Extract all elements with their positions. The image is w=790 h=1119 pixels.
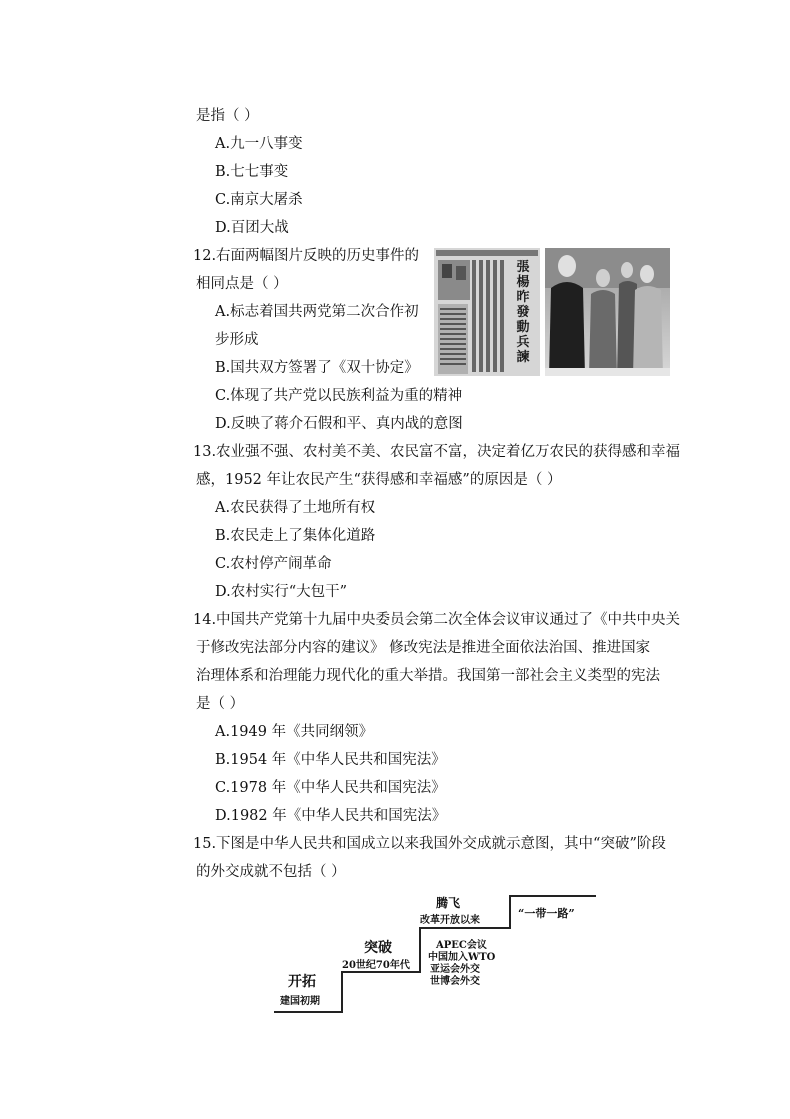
stage2-subtitle: 20世纪70年代 [342, 960, 410, 971]
headline-char: 昨 [516, 290, 530, 305]
q14-stem-line2: 于修改宪法部分内容的建议》 修改宪法是推进全面依法治国、推进国家 [196, 640, 651, 656]
stage1-title: 开拓 [288, 974, 316, 990]
q12-option-a: A.标志着国共两党第二次合作初 [215, 304, 419, 320]
belt-and-road-label: “一带一路” [518, 907, 575, 920]
q13-option-b: B.农民走上了集体化道路 [215, 528, 376, 544]
q11-option-b: B.七七事变 [215, 164, 289, 180]
stage1-subtitle: 建国初期 [280, 996, 320, 1007]
group-photo-image [545, 248, 670, 376]
q12-option-a-cont: 步形成 [215, 332, 259, 348]
achievement-item: 亚运会外交 [430, 964, 480, 975]
q11-option-d: D.百团大战 [215, 220, 289, 236]
q14-option-d: D.1982 年《中华人民共和国宪法》 [215, 808, 447, 824]
headline-char: 動 [516, 320, 530, 335]
achievement-item: APEC会议 [436, 940, 487, 951]
q13-option-d: D.农村实行“大包干” [215, 584, 348, 600]
headline-char: 張 [516, 260, 530, 275]
q13-option-a: A.农民获得了土地所有权 [215, 500, 376, 516]
achievement-item: 世博会外交 [430, 976, 480, 987]
q14-option-b: B.1954 年《中华人民共和国宪法》 [215, 752, 446, 768]
q12-option-d: D.反映了蒋介石假和平、真内战的意图 [215, 416, 463, 432]
q14-stem-line1: 14.中国共产党第十九届中央委员会第二次全体会议审议通过了《中共中央关 [193, 612, 681, 628]
q11-stem-tail: 是指（ ） [196, 108, 259, 124]
achievement-item: 中国加入WTO [428, 952, 496, 963]
q12-stem-line2: 相同点是（ ） [196, 276, 288, 292]
newspaper-headline [508, 260, 538, 365]
q14-stem-line4: 是（ ） [196, 696, 245, 712]
headline-char: 發 [516, 305, 530, 320]
headline-char: 諫 [516, 350, 530, 365]
q15-stem-line1: 15.下图是中华人民共和国成立以来我国外交成就示意图，其中“突破”阶段 [193, 836, 666, 852]
q14-option-c: C.1978 年《中华人民共和国宪法》 [215, 780, 446, 796]
q15-stem-line2: 的外交成就不包括（ ） [196, 864, 346, 880]
stage3-subtitle: 改革开放以来 [420, 915, 480, 926]
headline-char: 兵 [516, 335, 530, 350]
newspaper-photo [434, 248, 540, 376]
q12-option-b: B.国共双方签署了《双十协定》 [215, 360, 419, 376]
q11-option-c: C.南京大屠杀 [215, 192, 303, 208]
stage3-title: 腾飞 [436, 896, 461, 910]
q13-stem-line1: 13.农业强不强、农村美不美、农民富不富，决定着亿万农民的获得感和幸福 [193, 444, 681, 460]
q13-option-c: C.农村停产闹革命 [215, 556, 332, 572]
diplomacy-staircase-diagram [270, 888, 600, 1018]
q13-stem-line2: 感，1952 年让农民产生“获得感和幸福感”的原因是（ ） [196, 472, 562, 488]
q12-stem-line1: 12.右面两幅图片反映的历史事件的 [193, 248, 420, 264]
stage2-title: 突破 [364, 940, 392, 956]
q14-stem-line3: 治理体系和治理能力现代化的重大举措。我国第一部社会主义类型的宪法 [196, 668, 660, 684]
leaders-group-photo [545, 248, 670, 376]
headline-char: 楊 [516, 275, 530, 290]
q14-option-a: A.1949 年《共同纲领》 [215, 724, 374, 740]
q11-option-a: A.九一八事变 [215, 136, 303, 152]
q12-option-c: C.体现了共产党以民族利益为重的精神 [215, 388, 463, 404]
